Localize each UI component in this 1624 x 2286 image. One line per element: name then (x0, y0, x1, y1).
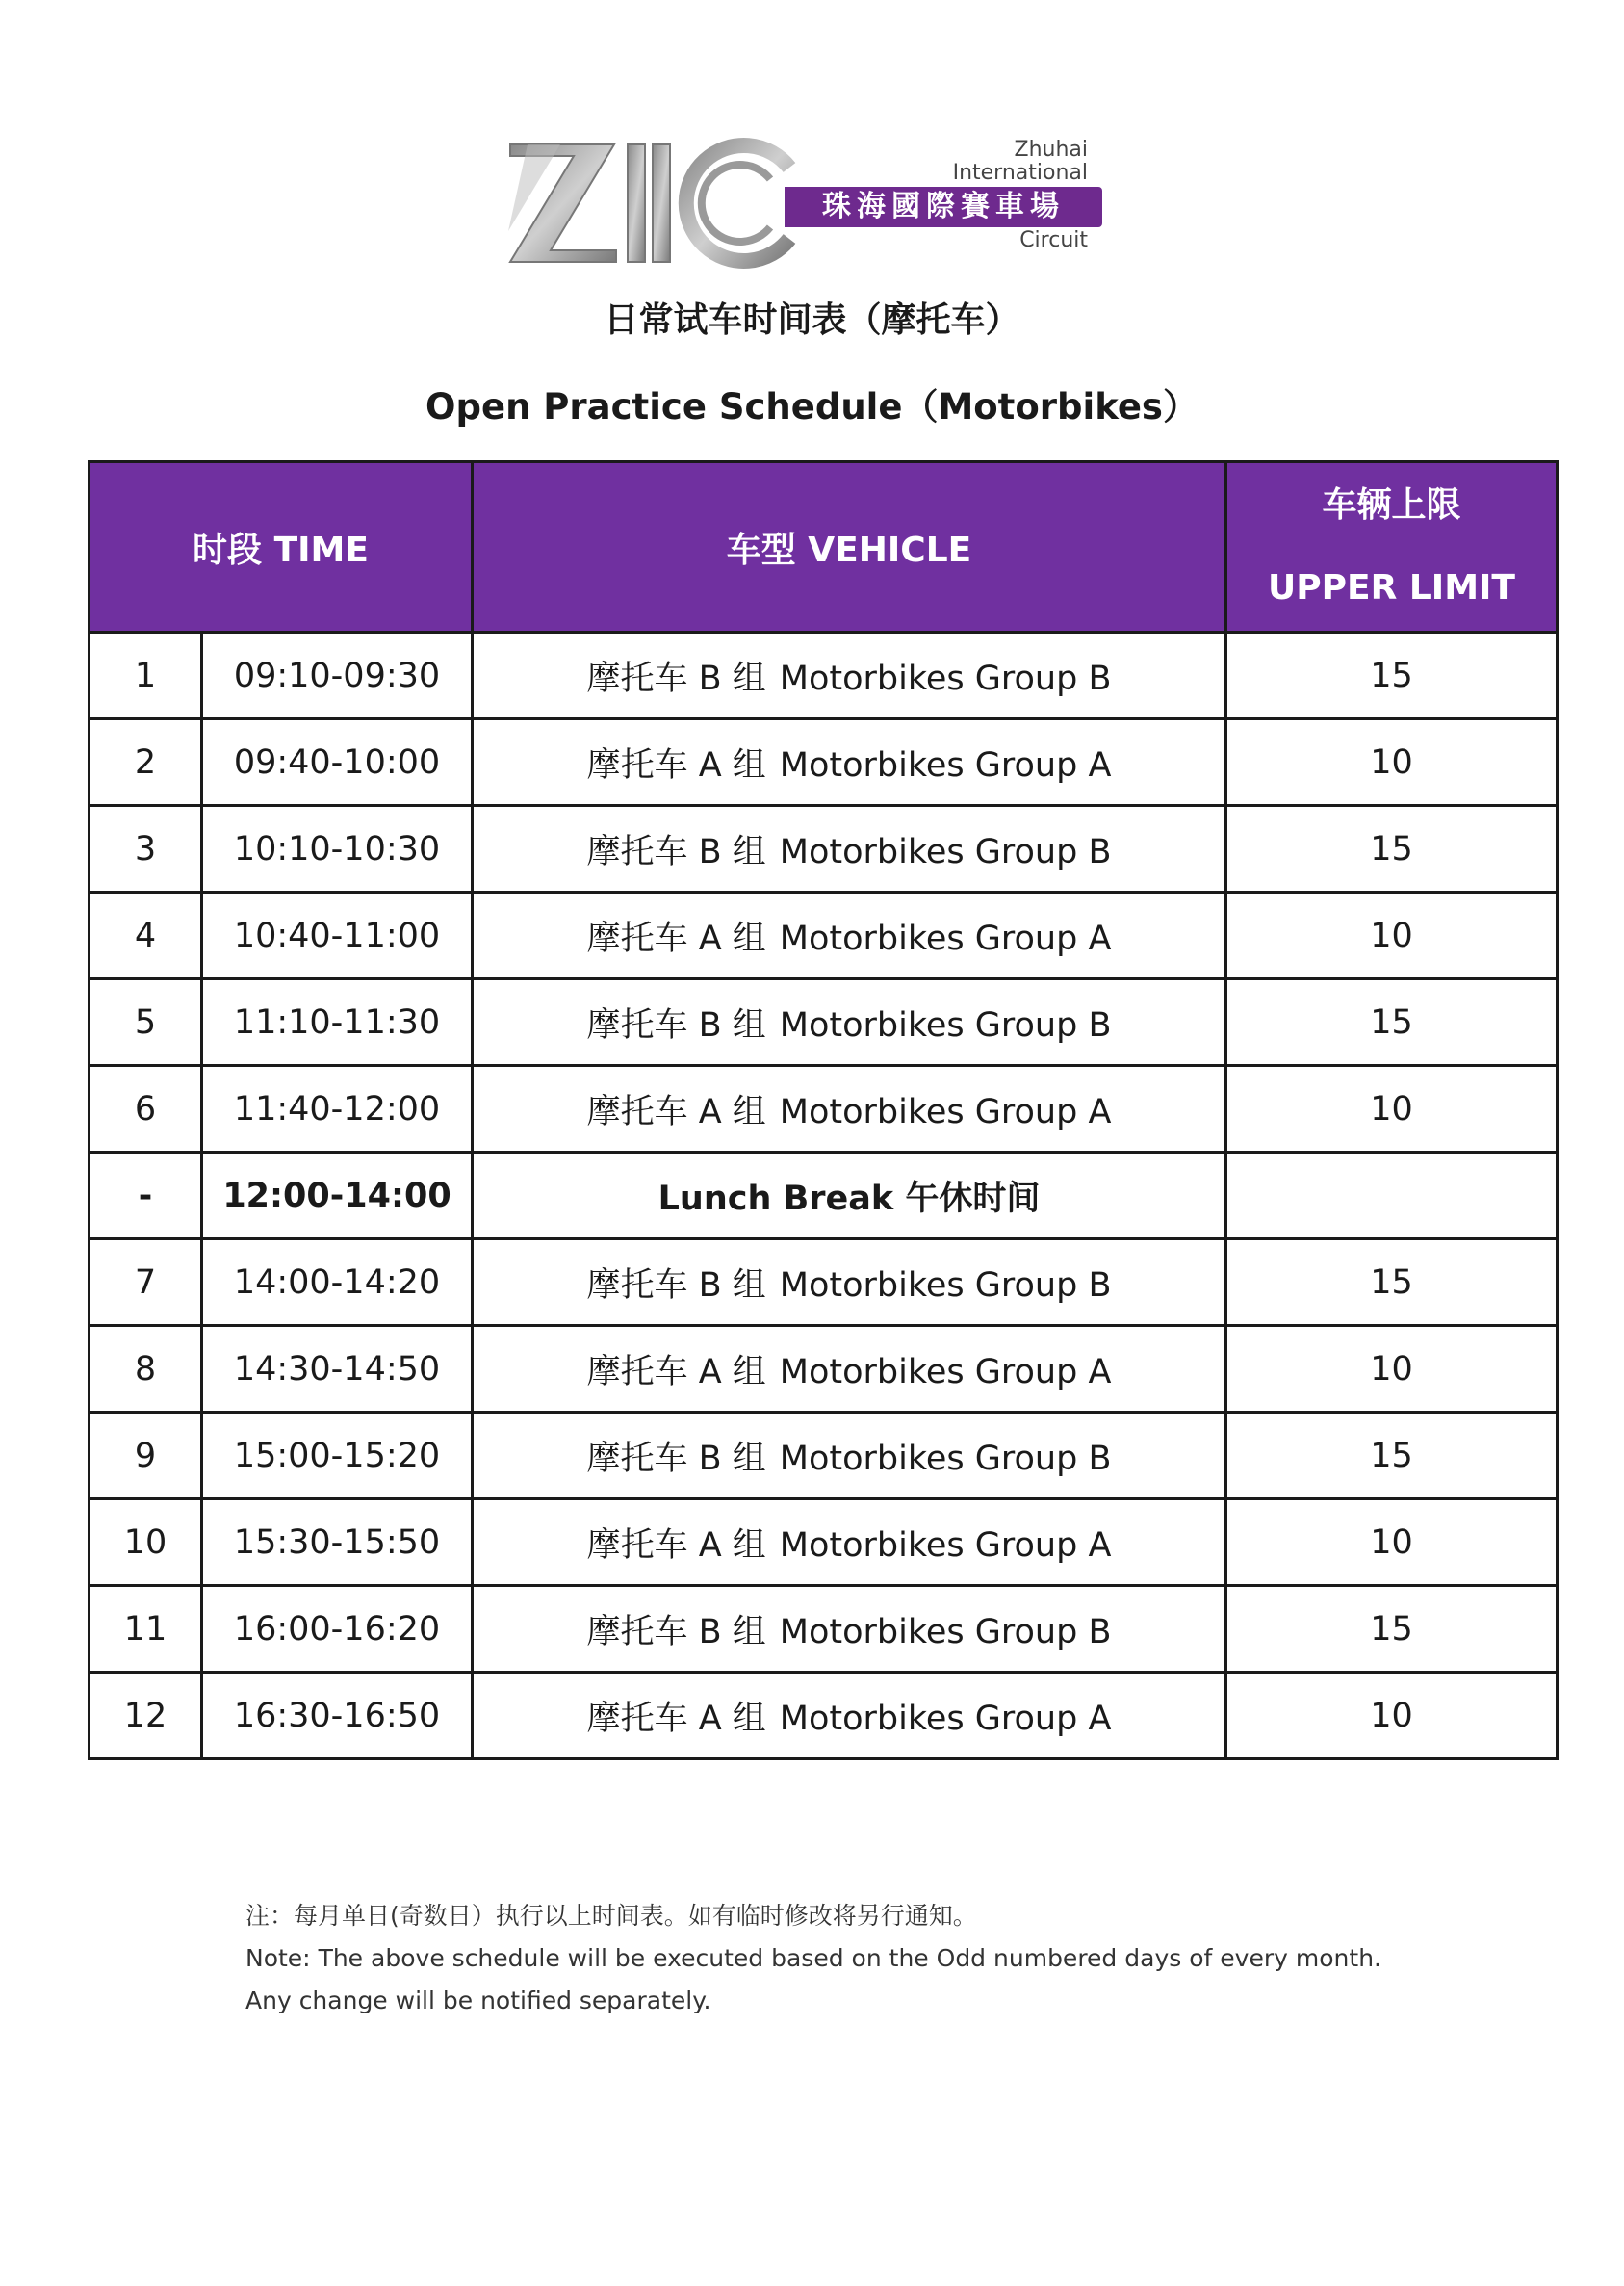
cell-vehicle (473, 1413, 1226, 1499)
row-vehicle-en: Motorbikes Group B (779, 1005, 1112, 1045)
cell-time (202, 1499, 473, 1586)
footnote (245, 1895, 1381, 2022)
table-row (90, 633, 1558, 719)
cell-number (90, 1239, 202, 1326)
cell-time (202, 893, 473, 979)
cell-number (90, 1673, 202, 1759)
cell-vehicle (473, 1499, 1226, 1586)
header-time-label: 时段 TIME (193, 530, 369, 570)
header-limit-cn: 车辆上限 (1322, 485, 1461, 525)
row-vehicle-en: Lunch Break 午休时间 (657, 1179, 1041, 1218)
row-limit: 10 (1370, 916, 1413, 955)
table-row (90, 719, 1558, 806)
cell-number (90, 1153, 202, 1239)
row-time: 16:00-16:20 (233, 1609, 441, 1649)
row-vehicle-en: Motorbikes Group A (779, 1699, 1112, 1738)
row-time: 14:00-14:20 (233, 1262, 441, 1302)
cell-number (90, 806, 202, 893)
row-time: 10:10-10:30 (233, 829, 441, 869)
row-number: 5 (134, 1002, 157, 1042)
row-number: 10 (123, 1522, 168, 1562)
row-time: 16:30-16:50 (233, 1696, 441, 1735)
table-row (90, 1413, 1558, 1499)
cell-limit (1226, 1239, 1558, 1326)
row-vehicle-en: Motorbikes Group B (779, 1612, 1112, 1651)
page-title-chinese: 日常试车时间表（摩托车） (604, 300, 1020, 340)
row-number: 8 (134, 1349, 157, 1389)
row-time: 14:30-14:50 (233, 1349, 441, 1389)
row-number: 4 (134, 916, 157, 955)
row-time: 12:00-14:00 (222, 1176, 451, 1215)
cell-time (202, 806, 473, 893)
cell-limit (1226, 1413, 1558, 1499)
cell-time (202, 1326, 473, 1413)
cell-time (202, 1673, 473, 1759)
row-vehicle-en: Motorbikes Group B (779, 659, 1112, 698)
row-limit: 10 (1370, 1349, 1413, 1389)
cell-number (90, 1066, 202, 1153)
table-row (90, 1066, 1558, 1153)
zic-logo-mark (501, 135, 809, 270)
cell-limit (1226, 1586, 1558, 1673)
cell-limit (1226, 1326, 1558, 1413)
row-limit: 15 (1370, 1262, 1413, 1302)
cell-time (202, 1066, 473, 1153)
row-vehicle-cn: 摩托车 A 组 (586, 1699, 766, 1738)
header-vehicle-label: 车型 VEHICLE (726, 530, 972, 570)
cell-vehicle (473, 1673, 1226, 1759)
row-vehicle-cn: 摩托车 B 组 (586, 1612, 766, 1651)
cell-vehicle (473, 806, 1226, 893)
table-header-row (90, 462, 1558, 633)
table-row-lunch (90, 1153, 1558, 1239)
row-limit: 15 (1370, 829, 1413, 869)
row-number: - (138, 1176, 153, 1215)
row-vehicle-cn: 摩托车 A 组 (586, 1352, 766, 1391)
footnote-chinese: 注：每月单日(奇数日）执行以上时间表。如有临时修改将另行通知。 (245, 1902, 977, 1930)
row-time: 09:40-10:00 (233, 742, 441, 782)
row-number: 3 (134, 829, 157, 869)
cell-limit (1226, 1499, 1558, 1586)
cell-number (90, 1499, 202, 1586)
row-time: 15:00-15:20 (233, 1436, 441, 1475)
row-number: 11 (123, 1609, 168, 1649)
row-time: 11:10-11:30 (233, 1002, 441, 1042)
cell-vehicle (473, 1153, 1226, 1239)
cell-vehicle (473, 1239, 1226, 1326)
row-vehicle-cn: 摩托车 B 组 (586, 1439, 766, 1478)
row-number: 2 (134, 742, 157, 782)
cell-number (90, 1586, 202, 1673)
table-row (90, 979, 1558, 1066)
row-limit: 10 (1370, 1522, 1413, 1562)
row-time: 09:10-09:30 (233, 656, 441, 695)
cell-number (90, 979, 202, 1066)
row-vehicle-cn: 摩托车 B 组 (586, 1005, 766, 1045)
cell-vehicle (473, 1066, 1226, 1153)
logo-text-circuit: Circuit (1019, 228, 1088, 252)
row-limit: 10 (1370, 1089, 1413, 1129)
row-time: 15:30-15:50 (233, 1522, 441, 1562)
cell-time (202, 979, 473, 1066)
cell-vehicle (473, 979, 1226, 1066)
row-vehicle-en: Motorbikes Group B (779, 1439, 1112, 1478)
table-row (90, 1499, 1558, 1586)
cell-time (202, 1153, 473, 1239)
row-vehicle-cn: 摩托车 B 组 (586, 832, 766, 871)
cell-limit (1226, 633, 1558, 719)
row-limit: 10 (1370, 742, 1413, 782)
row-vehicle-en: Motorbikes Group B (779, 1265, 1112, 1305)
row-limit: 15 (1370, 1002, 1413, 1042)
row-number: 1 (134, 656, 157, 695)
table-row (90, 1586, 1558, 1673)
cell-number (90, 719, 202, 806)
cell-vehicle (473, 633, 1226, 719)
table-row (90, 1673, 1558, 1759)
cell-vehicle (473, 1326, 1226, 1413)
cell-limit (1226, 979, 1558, 1066)
table-row (90, 1326, 1558, 1413)
row-limit: 15 (1370, 656, 1413, 695)
cell-time (202, 1239, 473, 1326)
header-upper-limit (1226, 462, 1558, 633)
cell-number (90, 893, 202, 979)
header-time (90, 462, 473, 633)
row-vehicle-en: Motorbikes Group A (779, 919, 1112, 958)
header-limit-en: UPPER LIMIT (1268, 568, 1515, 608)
logo-text-zhuhai: Zhuhai (1014, 138, 1088, 162)
cell-vehicle (473, 1586, 1226, 1673)
row-vehicle-en: Motorbikes Group A (779, 1092, 1112, 1131)
row-number: 6 (134, 1089, 157, 1129)
row-vehicle-cn: 摩托车 A 组 (586, 1092, 766, 1131)
logo-text-chinese: 珠海國際賽車場 (785, 187, 1102, 227)
cell-time (202, 1413, 473, 1499)
row-time: 10:40-11:00 (233, 916, 441, 955)
cell-number (90, 1326, 202, 1413)
row-limit: 15 (1370, 1436, 1413, 1475)
cell-vehicle (473, 719, 1226, 806)
cell-number (90, 633, 202, 719)
logo-text-international: International (952, 161, 1088, 185)
row-time: 11:40-12:00 (233, 1089, 441, 1129)
page-title-english: Open Practice Schedule（Motorbikes） (425, 386, 1199, 428)
cell-vehicle (473, 893, 1226, 979)
row-vehicle-cn: 摩托车 A 组 (586, 1525, 766, 1565)
cell-time (202, 1586, 473, 1673)
cell-limit (1226, 806, 1558, 893)
row-vehicle-cn: 摩托车 A 组 (586, 919, 766, 958)
cell-limit (1226, 893, 1558, 979)
table-row (90, 806, 1558, 893)
circuit-logo (501, 135, 1117, 279)
row-number: 9 (134, 1436, 157, 1475)
cell-limit (1226, 1673, 1558, 1759)
row-vehicle-en: Motorbikes Group B (779, 832, 1112, 871)
row-limit: 15 (1370, 1609, 1413, 1649)
row-number: 7 (134, 1262, 157, 1302)
table-row (90, 1239, 1558, 1326)
cell-limit (1226, 1153, 1558, 1239)
row-vehicle-cn: 摩托车 A 组 (586, 745, 766, 785)
table-row (90, 893, 1558, 979)
row-limit: 10 (1370, 1696, 1413, 1735)
cell-time (202, 719, 473, 806)
row-vehicle-en: Motorbikes Group A (779, 1352, 1112, 1391)
cell-limit (1226, 719, 1558, 806)
row-vehicle-cn: 摩托车 B 组 (586, 1265, 766, 1305)
cell-time (202, 633, 473, 719)
row-number: 12 (123, 1696, 168, 1735)
cell-number (90, 1413, 202, 1499)
row-vehicle-en: Motorbikes Group A (779, 1525, 1112, 1565)
footnote-english: Note: The above schedule will be executed based on the Odd numbered days of every month. Any change will be notified separately. (245, 1944, 1381, 2014)
row-vehicle-en: Motorbikes Group A (779, 745, 1112, 785)
header-vehicle (473, 462, 1226, 633)
row-vehicle-cn: 摩托车 B 组 (586, 659, 766, 698)
cell-limit (1226, 1066, 1558, 1153)
schedule-table (88, 460, 1559, 1760)
